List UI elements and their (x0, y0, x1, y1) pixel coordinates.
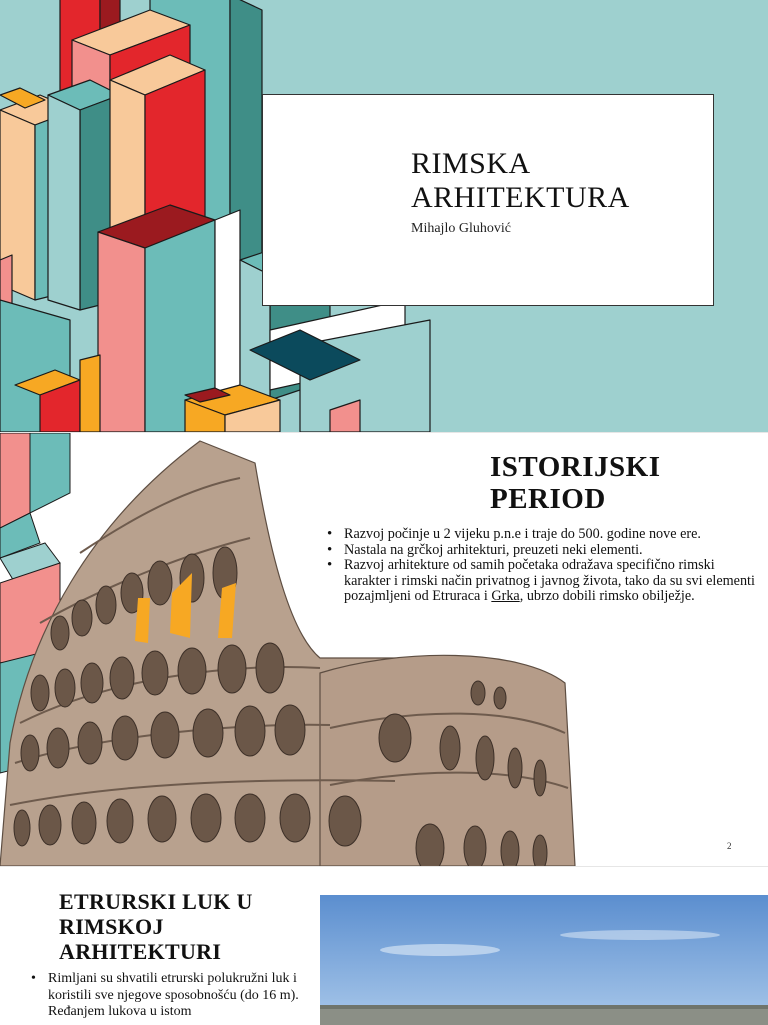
grka-link[interactable]: Grka (491, 588, 520, 605)
bullet-list (24, 971, 323, 1021)
slide-istorijski-period (0, 432, 768, 866)
slide-etrurski-luk (0, 866, 768, 1025)
author-name: Mihajlo Gluhović (411, 221, 511, 236)
bullet-item: • Nastala na grčkoj arhitekturi, preuzeti neki elementi. (344, 543, 764, 559)
bullet-item (344, 558, 764, 605)
bullet-text: , ubrzo dobili rimsko obilježje. (519, 588, 695, 605)
bullet-item: • Rimljani su shvatili etrurski polukružni luk i koristili sve njegove sposobnošću (do 16 m). Ređanjem lukova u istom (48, 971, 323, 1021)
title-card (262, 94, 714, 306)
aqueduct-photo (320, 895, 768, 1025)
page-number: 2 (727, 841, 732, 851)
bullet-list (320, 527, 764, 605)
presentation-title: RIMSKA ARHITEKTURA (411, 147, 630, 214)
slide-title-heading: ISTORIJSKI PERIOD (490, 451, 661, 515)
slide-title-heading: ETRURSKI LUK U RIMSKOJ ARHITEKTURI (59, 889, 253, 964)
bullet-text: Razvoj arhitekture od samih početaka odražava specifično rimski karakter i rimski način privatnog i javnog života, tako da su svi elementi pozajmljeni od Etruraca i (344, 557, 755, 605)
slide-title (0, 0, 768, 432)
bullet-item: • Razvoj počinje u 2 vijeku p.n.e i traje do 500. godine nove ere. (344, 527, 764, 543)
